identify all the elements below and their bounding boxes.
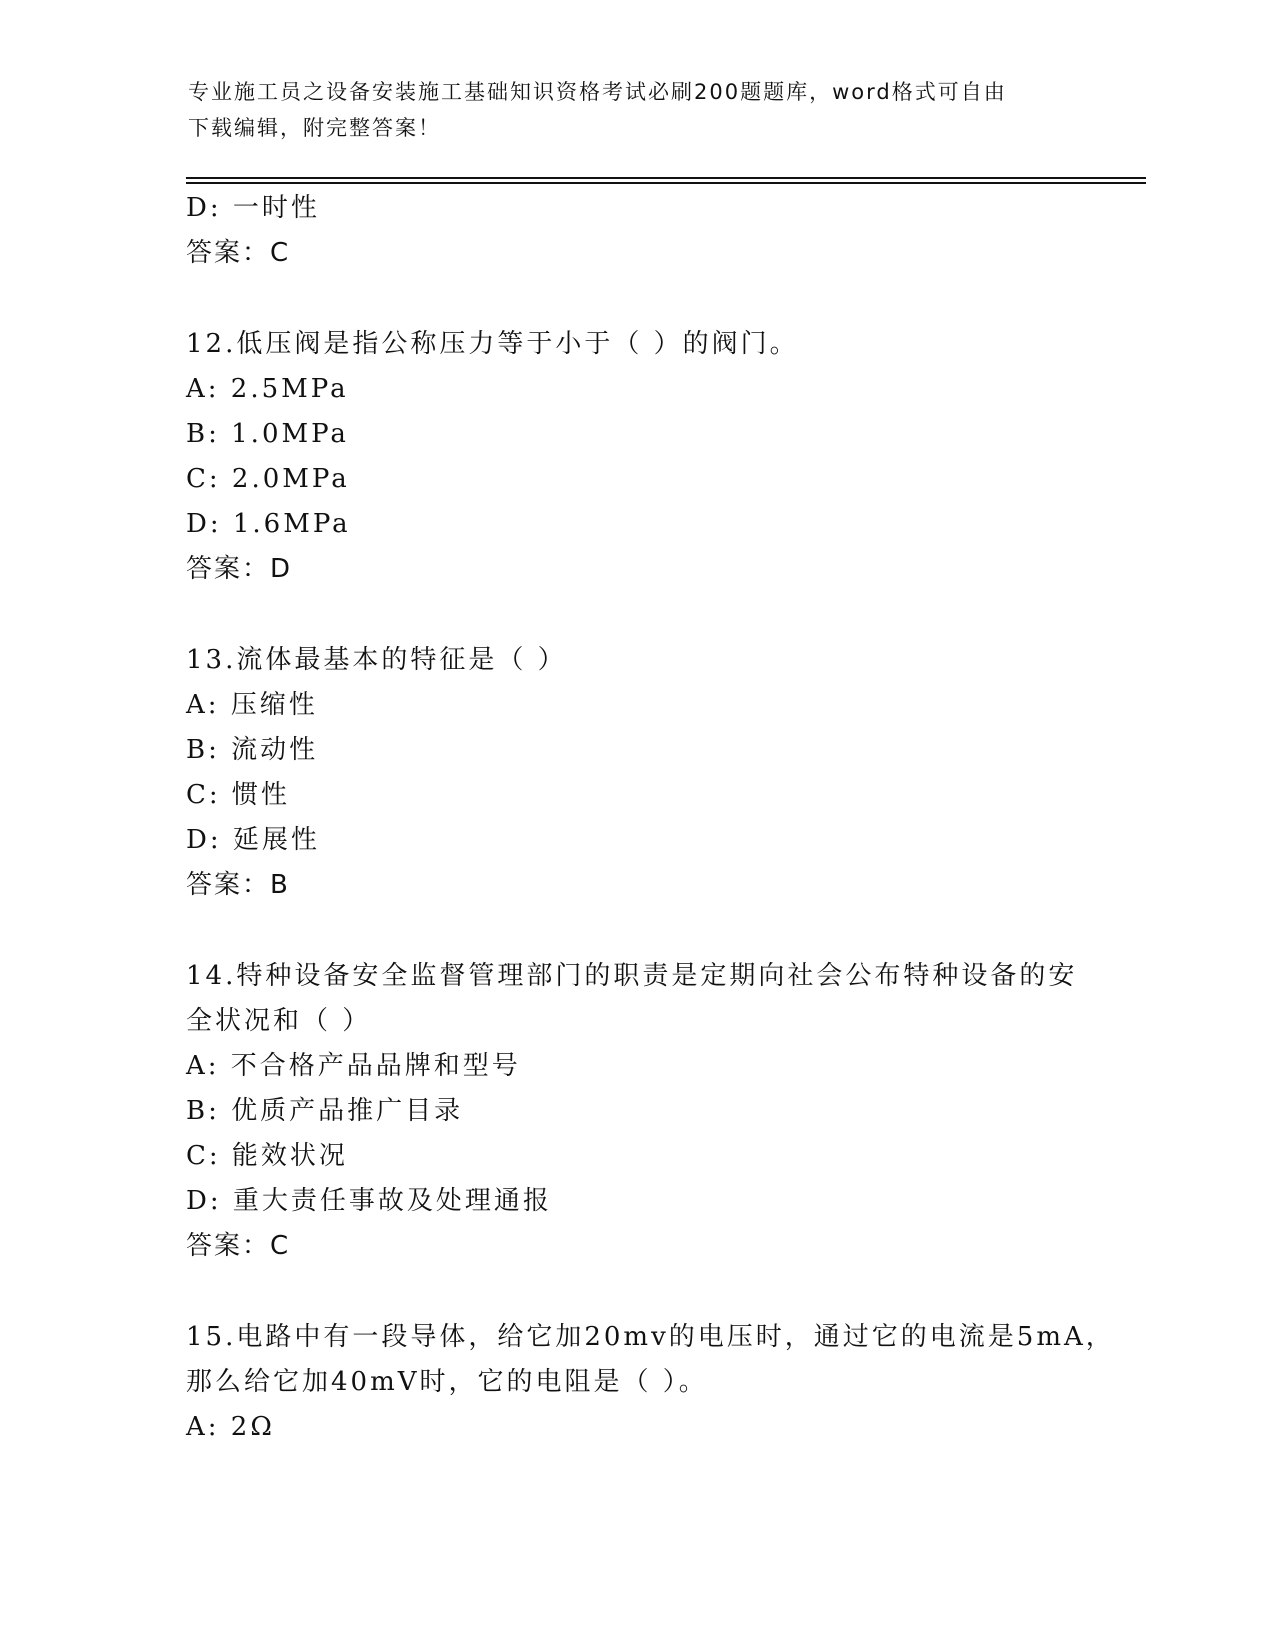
option-a: A: 压缩性 [186,690,318,720]
option-b: B: 流动性 [186,735,319,765]
question-12 [186,322,1086,592]
option-a: A: 2.5MPa [186,374,349,404]
question-stem-line-1: 14.特种设备安全监督管理部门的职责是定期向社会公布特种设备的安 [186,961,1078,991]
question-15 [186,1315,1115,1450]
header-divider-bottom [186,182,1146,184]
question-list [186,186,1115,1450]
option-b: B: 优质产品推广目录 [186,1096,464,1126]
header-title-line-2: 下载编辑，附完整答案！ [188,116,441,140]
question-stem-line-1: 15.电路中有一段导体，给它加20mv的电压时，通过它的电流是5mA， [186,1322,1115,1352]
option-d: D: 延展性 [186,825,320,855]
option-d: D: 重大责任事故及处理通报 [186,1186,552,1216]
answer: 答案：C [186,1231,291,1261]
question-stem-line-2: 那么给它加40mV时，它的电阻是（ ）。 [186,1367,708,1397]
question-stem-line-2: 全状况和（ ） [186,1006,372,1036]
question-stem: 12.低压阀是指公称压力等于小于（ ）的阀门。 [186,329,799,359]
question-13 [186,638,1086,908]
option-b: B: 1.0MPa [186,419,349,449]
option-c: C: 惯性 [186,780,290,810]
option-a: A: 2Ω [186,1412,275,1442]
option-d: D: 1.6MPa [186,509,351,539]
question-11-tail [186,186,1086,276]
header-divider-top [186,177,1146,179]
option-c: C: 能效状况 [186,1141,348,1171]
option-d: D: 一时性 [186,193,320,223]
document-header [188,74,1068,146]
answer: 答案：D [186,554,293,584]
option-a: A: 不合格产品品牌和型号 [186,1051,521,1081]
answer: 答案：C [186,238,291,268]
header-title-line-1: 专业施工员之设备安装施工基础知识资格考试必刷200题题库，word格式可自由 [188,80,1007,104]
question-stem: 13.流体最基本的特征是（ ） [186,645,567,675]
question-14 [186,954,1086,1269]
option-c: C: 2.0MPa [186,464,350,494]
answer: 答案：B [186,870,290,900]
